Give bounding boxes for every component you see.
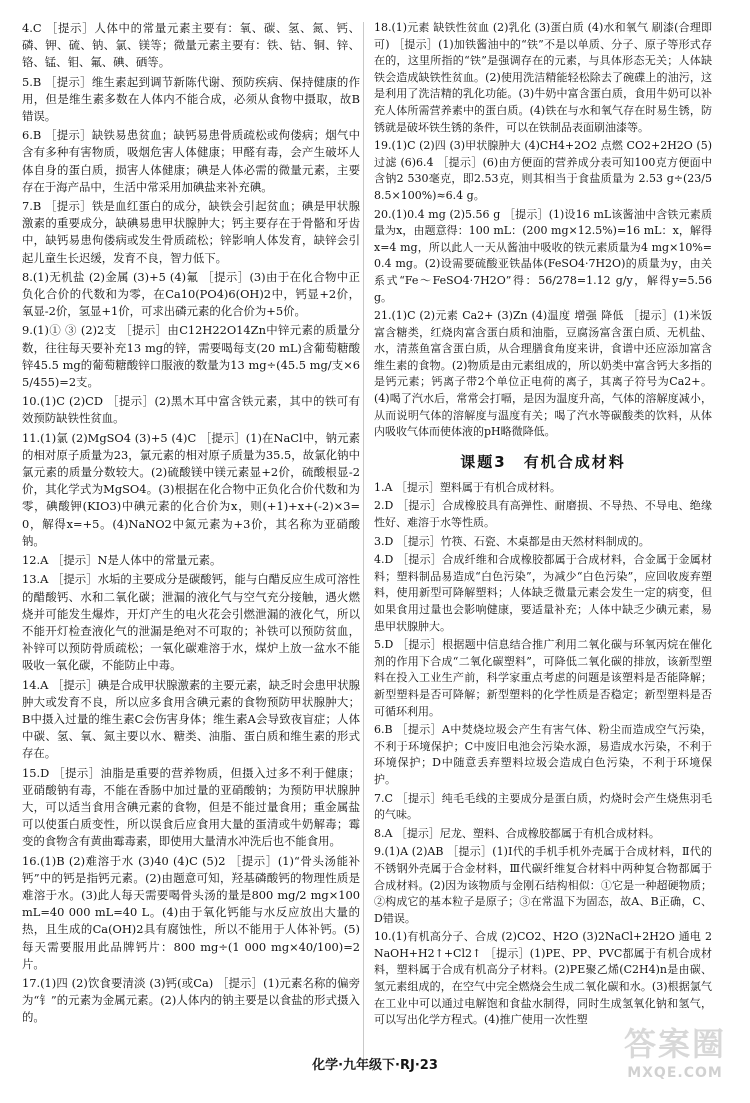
right-column	[374, 20, 712, 1031]
answer-item: 19.(1)C (2)四 (3)甲状腺肿大 (4)CH4+2O2 点燃 CO2+2H2O (5)过滤 (6)6.4 ［提示］(6)由方便面的营养成分表可知100克方便面中含钠2 530毫克，即2.53克，则其相当于食盐质量为 2.53 g÷(23/58.5×100%)≈6.4 g。	[374, 139, 712, 202]
answer-item: 6.B ［提示］缺铁易患贫血；缺钙易患骨质疏松或佝偻病；烟气中含有多种有害物质，吸烟危害人体健康；甲醛有毒，会产生破坏人体自身的蛋白质，损害人体健康；碘是人体必需的微量元素，主要存在于海产品中，生活中常采用加碘盐来补充碘。	[22, 128, 360, 194]
right-column-top	[374, 20, 712, 441]
answer-item: 10.(1)有机高分子、合成 (2)CO2、H2O (3)2NaCl+2H2O 通电 2NaOH+H2↑+Cl2↑ ［提示］(1)PE、PP、PVC都属于有机合成材料，塑料属于合成有机高分子材料。(2)PE聚乙烯(C2H4)n是由碳、氢元素组成的，在空气中完全燃烧会生成二氧化碳和水。(3)根据氯气在工业中可以通过电解饱和食盐水制得，同时生成氢氧化钠和氢气，可以写出化学方程式。(4)推广使用一次性塑	[374, 930, 712, 1027]
answer-item: 9.(1)① ③ (2)2支 ［提示］由C12H22O14Zn中锌元素的质量分数，往往每天要补充13 mg的锌，需要喝每支(20 mL)含葡萄糖酸锌45.5 mg的葡萄糖酸锌口服液的数量为13 mg÷(45.5 mg/支×65/455)=2支。	[22, 323, 360, 390]
answer-item: 12.A ［提示］N是人体中的常量元素。	[22, 553, 222, 568]
answer-item: 5.D ［提示］根据题中信息结合推广利用二氧化碳与环氧丙烷在催化剂的作用下合成“二氧化碳塑料”，可降低二氧化碳的排放，该新型塑料在投入工业生产前，科学家重点考虑的问题是该塑料是否能降解；新型塑料是否可降解；新型塑料的化学性质是否稳定；新型塑料是否可循环利用。	[374, 638, 712, 718]
section-title: 课题3 有机合成材料	[460, 452, 626, 471]
answer-item: 5.B ［提示］维生素起到调节新陈代谢、预防疾病、保持健康的作用，但是维生素多数在人体内不能合成，必须从食物中摄取，故B错误。	[22, 74, 360, 124]
answer-item: 7.C ［提示］纯毛毛线的主要成分是蛋白质，灼烧时会产生烧焦羽毛的气味。	[374, 791, 712, 822]
answer-item: 16.(1)B (2)难溶于水 (3)40 (4)C (5)2 ［提示］(1)“骨头汤能补钙”中的钙是指钙元素。(2)由题意可知，羟基磷酸钙的物理性质是难溶于水。(3)此人每天需要喝骨头汤的量是800 mg/2 mg×100 mL=40 000 mL=40 L。(4)由于氧化钙能与水反应放出大量的热，且生成的Ca(OH)2具有腐蚀性，所以不能用于人体补钙。(5)每天需要服用此品牌钙片：800 mg÷(1 000 mg×40/100)=2片。	[22, 853, 360, 971]
answer-item: 15.D ［提示］油脂是重要的营养物质，但摄入过多不利于健康；亚硝酸钠有毒，不能在香肠中加过量的亚硝酸钠；为预防甲状腺肿大，可以适当食用含碘元素的食物，但是不能过量食用；重金属盐可以使蛋白质变性，所以误食后应食用大量的蛋清或牛奶解毒；霉变的食物含有黄曲霉毒素，即使用大量清水冲洗后也不能食用。	[22, 765, 360, 849]
column-divider	[363, 22, 364, 1062]
watermark-url-text: MXQE.COM	[627, 1065, 723, 1081]
answer-item: 9.(1)A (2)AB ［提示］(1)Ⅰ代的手机手机外壳属于合成材料，Ⅱ代的不锈钢外壳属于合金材料，Ⅲ代碳纤维复合材料中两种复合物都属于合成材料。(2)因为该物质与金刚石结构相似：①它是一种超硬物质；②构成它的基本粒子是原子；③在常温下为固态，故A、B正确，C、D错误。	[374, 845, 712, 925]
watermark-main-text: 答案圈	[623, 1025, 726, 1063]
answer-item: 4.C ［提示］人体中的常量元素主要有：氧、碳、氢、氮、钙、磷、钾、硫、钠、氯、镁等；微量元素主要有：铁、钴、铜、锌、铬、锰、钼、氟、碘、硒等。	[22, 21, 360, 70]
answer-item: 21.(1)C (2)元素 Ca2+ (3)Zn (4)温度 增强 降低 ［提示］(1)米饭富含糖类，红烧肉富含蛋白质和油脂，豆腐汤富含蛋白质、无机盐、水，清蒸鱼富含蛋白质，从合理膳食角度来讲，食谱中还应添加富含维生素的食物。(2)物质是由元素组成的，所以奶类中富含钙大多指的是钙元素；钙离子带2个单位正电荷的离子，其离子符号为Ca2+。(4)喝了汽水后，常常会打嗝，是因为温度升高，气体的溶解度减小，从而说明气体的溶解度与温度有关；喝了汽水等碳酸类的饮料，从体内吸收气体而使体液的pH略微降低。	[374, 309, 712, 439]
answer-item: 17.(1)四 (2)饮食要清淡 (3)钙(或Ca) ［提示］(1)元素名称的偏旁为“钅”的元素为金属元素。(2)人体内的钠主要是以食盐的形式摄入的。	[22, 975, 360, 1025]
answer-item: 8.A ［提示］尼龙、塑料、合成橡胶都属于有机合成材料。	[374, 826, 660, 840]
left-column	[22, 20, 360, 1029]
answer-item: 3.D ［提示］竹筷、石瓷、木桌都是由天然材料制成的。	[374, 534, 650, 548]
answer-item: 20.(1)0.4 mg (2)5.56 g ［提示］(1)设16 mL该酱油中含铁元素质量为x，由题意得：100 mL：(200 mg×12.5%)=16 mL：x，解得x=4 mg，所以此人一天从酱油中吸收的铁元素质量为4 mg×10%=0.4 mg。(2)设需要硫酸亚铁晶体(FeSO4·7H2O)的质量为y，由关系式“Fe～FeSO4·7H2O”得：56/278=1.12 g/y，解得y=5.56 g。	[374, 207, 712, 304]
answer-item: 14.A ［提示］碘是合成甲状腺激素的主要元素，缺乏时会患甲状腺肿大或发育不良，所以应多食用含碘元素的食物预防甲状腺肿大；B中摄入过量的维生素C会伤害身体；维生素A会导致夜盲症；人体中碳、氢、氧、氮主要以水、糖类、油脂、蛋白质和维生素的形式存在。	[22, 677, 360, 761]
answer-item: 1.A ［提示］塑料属于有机合成材料。	[374, 480, 561, 494]
answer-item: 6.B ［提示］A中焚烧垃圾会产生有害气体、粉尘而造成空气污染，不利于环境保护；C中废旧电池会污染水源，易造成水污染，不利于环境保护；D中随意丢弃塑料垃圾会造成白色污染，不利于环境保护。	[374, 723, 712, 786]
answer-item: 10.(1)C (2)CD ［提示］(2)黑木耳中富含铁元素，其中的铁可有效预防缺铁性贫血。	[22, 394, 360, 426]
answer-item: 18.(1)元素 缺铁性贫血 (2)乳化 (3)蛋白质 (4)水和氧气 刷漆(合理即可) ［提示］(1)加铁酱油中的“铁”不是以单质、分子、原子等形式存在的，这里所指的“铁”是强调存在的元素，与具体形态无关；人体缺铁会造成缺铁性贫血。(2)使用洗洁精能轻松除去了碗碟上的油污，这是利用了洗洁精的乳化功能。(3)牛奶中富含蛋白质，食用牛奶可以补充人体所需营养素中的蛋白质。(4)铁在与水和氧气存在时易生锈，防锈就是破坏铁生锈的条件，可以在铁制品表面刷油漆等。	[374, 21, 712, 134]
right-column-bottom	[374, 480, 712, 1029]
answer-item: 2.D ［提示］合成橡胶具有高弹性、耐磨损、不导热、不导电、绝缘性好、难溶于水等性质。	[374, 499, 712, 530]
answer-item: 8.(1)无机盐 (2)金属 (3)+5 (4)氟 ［提示］(3)由于在化合物中正负化合价的代数和为零，在Ca10(PO4)6(OH)2中，钙显+2价，氧显-2价，氢显+1价，可求出磷元素的化合价为+5价。	[22, 269, 360, 319]
page-footer: 化学·九年级下·RJ·23	[312, 1058, 438, 1073]
watermark-logo	[610, 1019, 740, 1097]
answer-item: 7.B ［提示］铁是血红蛋白的成分，缺铁会引起贫血；碘是甲状腺激素的重要成分，缺碘易患甲状腺肿大；钙主要存在于骨骼和牙齿中，缺钙易患佝偻病或发生骨质疏松；锌影响人体发育，缺锌会引起儿童生长迟缓，发育不良，智力低下。	[22, 199, 360, 265]
answer-item: 4.D ［提示］合成纤维和合成橡胶都属于合成材料，合金属于金属材料；塑料制品易造成“白色污染”，为减少“白色污染”，应回收废弃塑料，使用新型可降解塑料；人体缺乏微量元素会发生一定的病变，但如果食用过量也会影响健康，要适量补充；人体中缺乏少碘元素，易患甲状腺肿大。	[374, 553, 712, 633]
answer-item: 11.(1)氯 (2)MgSO4 (3)+5 (4)C ［提示］(1)在NaCl中，钠元素的相对原子质量为23，氯元素的相对原子质量为35.5，故氯化钠中氯元素的质量分数较大。(2)硫酸镁中镁元素显+2价，硫酸根显-2价，其化学式为MgSO4。(3)根据在化合物中正负化合价代数和为零，碘酸钾(KIO3)中碘元素的化合价为x，则(+1)+x+(-2)×3=0，解得x=+5。(4)NaNO2中氮元素为+3价，其名称为亚硝酸钠。	[22, 430, 360, 548]
answer-item: 13.A ［提示］水垢的主要成分是碳酸钙，能与白醋反应生成可溶性的醋酸钙、水和二氧化碳；泄漏的液化气与空气充分接触，遇火燃烧并可能发生爆炸，开灯产生的电火花会引燃泄漏的液化气，所以不能开灯检查液化气的泄漏是绝对不可取的；补铁可以预防贫血，补锌可以预防骨质疏松；一氧化碳难溶于水，煤炉上放一盆水不能吸收一氧化碳，不能防止中毒。	[22, 572, 360, 673]
